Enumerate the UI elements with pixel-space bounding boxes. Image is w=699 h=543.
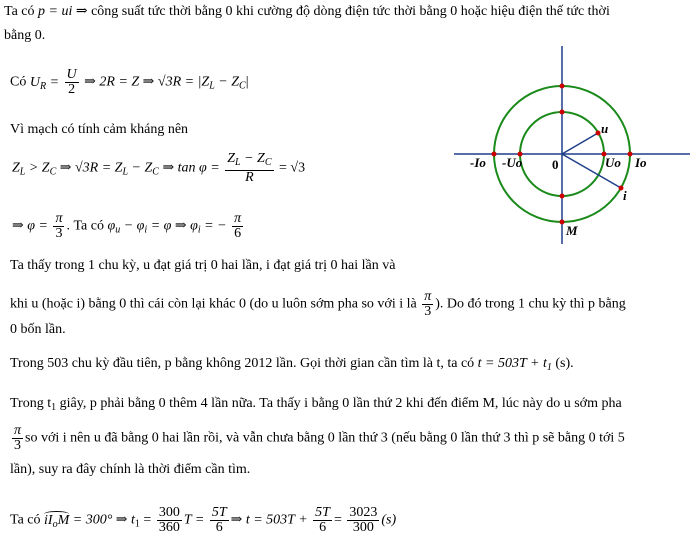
text: khi u (hoặc i) bằng 0 thì cái còn lại khác 0 (do u luôn sớm pha so với i là — [10, 296, 417, 312]
equation-final: Ta có $iI_oM = 300^\circ$ ⇒ $t_1$ = $\frac{300}{360}$ T = $\frac{5T}{6}$ ⇒ t = 503T + $\frac{5T}{6}$ = $\frac{3023}{300}$ (s) — [10, 505, 397, 535]
numerator: π — [234, 211, 242, 226]
label-zero: 0 — [552, 157, 559, 172]
numerator: π — [14, 423, 22, 438]
formula: T = — [183, 512, 205, 528]
denominator: 6 — [232, 226, 243, 241]
formula: ⇒ 2R = Z ⇒ √3R = |Z — [84, 74, 210, 90]
label-uo-pos: Uo — [605, 155, 621, 170]
text: giây, p phải bằng 0 thêm 4 lần nữa. Ta thấy i bằng 0 lần thứ 2 khi đến điểm M, lúc này do u sớm pha — [56, 396, 622, 411]
numerator: 3023 — [349, 505, 378, 520]
text: . Ta có — [66, 218, 108, 234]
fraction-5t-6 — [313, 506, 332, 535]
fraction-5t-6 — [210, 506, 229, 535]
numerator: π — [55, 211, 63, 226]
dot — [560, 220, 565, 225]
text: (s). — [551, 356, 574, 371]
label-io-pos: Io — [635, 155, 647, 170]
denominator: 6 — [313, 520, 332, 535]
denominator: 6 — [210, 520, 229, 535]
numerator: U — [66, 67, 77, 82]
formula: Z — [12, 160, 20, 176]
formula: t = 503T + t — [477, 356, 547, 371]
fraction-pi-3 — [422, 290, 433, 319]
dot — [560, 110, 565, 115]
para-t1: Trong $t_1$ giây, p phải bằng 0 thêm 4 lần nữa. Ta thấy i bằng 0 lần thứ 2 khi đến điểm M, lúc này do u sớm pha — [10, 396, 622, 413]
equation-ur: Có $U_R$ = $\frac{U}{2}$ ⇒ 2R = Z ⇒ $√3R = |Z_L - Z_C|$ — [10, 67, 249, 97]
denominator: 300 — [347, 520, 379, 535]
phasor-diagram — [452, 44, 692, 244]
text: ). Do đó trong 1 chu kỳ thì p bằng — [435, 296, 626, 312]
formula: > Z — [25, 160, 50, 176]
label-uo-neg: -Uo — [502, 155, 523, 170]
equation-tan: $Z_L > Z_C$ ⇒ $√3R = Z_L - Z_C$ ⇒ tan φ = $\frac{Z_L - Z_C}{R}$ = √3 — [12, 151, 306, 185]
text: Có — [10, 74, 30, 90]
para-cycle: Ta thấy trong 1 chu kỳ, u đạt giá trị 0 hai lần, i đạt giá trị 0 hai lần và — [10, 258, 396, 273]
denominator: 360 — [158, 520, 180, 535]
text: Ta có — [4, 4, 39, 19]
dot — [492, 152, 497, 157]
formula: ⇒ φ = — [12, 218, 48, 234]
label-m: M — [566, 223, 578, 238]
formula: = − — [200, 218, 227, 234]
dot-u — [596, 131, 601, 136]
formula: (s) — [381, 512, 397, 528]
arc-io-m: $iI_oM$ — [44, 513, 69, 533]
fraction-300-360 — [157, 506, 182, 535]
para-t1-3: lần), suy ra đây chính là thời điểm cần tìm. — [10, 462, 251, 477]
formula: − Z — [128, 160, 153, 176]
formula: p = ui ⇒ — [38, 4, 88, 19]
para-power-cont: bằng 0. — [4, 28, 46, 43]
formula: ⇒ tan φ = — [158, 160, 220, 176]
denominator: 2 — [65, 82, 79, 97]
fraction-pi-6 — [232, 212, 243, 241]
formula: ⇒ t = 503T + — [230, 512, 308, 528]
denominator: 3 — [422, 304, 433, 319]
formula: = φ ⇒ φ — [147, 218, 198, 234]
fraction-3023-300 — [347, 506, 379, 535]
fraction-pi-3 — [12, 424, 23, 453]
formula: = 300° ⇒ t — [69, 512, 135, 528]
para-inductive: Vì mạch có tính cảm kháng nên — [10, 122, 189, 137]
text: so với i nên u đã bằng 0 hai lần rồi, và vẫn chưa bằng 0 lần thứ 3 (nếu bằng 0 lần thứ 3 thì p sẽ bằng 0 tới 5 — [25, 430, 625, 446]
u-vector — [562, 133, 598, 154]
numerator: π — [424, 289, 432, 304]
dot — [560, 84, 565, 89]
formula: φ — [107, 218, 116, 234]
para-power — [4, 4, 610, 20]
ur-symbol: $U_R$ = — [29, 74, 60, 92]
dot — [628, 152, 633, 157]
text: Ta có — [10, 512, 45, 528]
para-cycle-2 — [10, 290, 626, 319]
numerator: 5T — [315, 505, 330, 520]
fraction-pi-3 — [53, 212, 64, 241]
label-u: u — [601, 121, 609, 136]
fraction-tan — [225, 152, 273, 185]
numerator: 5T — [211, 505, 227, 520]
formula: − Z — [214, 74, 240, 90]
formula: | — [245, 74, 249, 90]
numerator: 300 — [158, 505, 180, 520]
label-i: i — [623, 188, 627, 203]
fraction-u-2 — [65, 68, 79, 97]
formula: ⇒ √3R = Z — [56, 160, 123, 176]
para-t1-2 — [10, 424, 625, 453]
dot — [560, 194, 565, 199]
formula: − φ — [120, 218, 145, 234]
label-io-neg: -Io — [470, 155, 486, 170]
text: Trong 503 chu kỳ đầu tiên, p bằng không 2012 lần. Gọi thời gian cần tìm là t, ta có — [10, 356, 478, 371]
text: Trong t — [10, 396, 52, 411]
numerator: $Z_L - Z_C$ — [227, 151, 272, 168]
para-cycle-3: 0 bốn lần. — [10, 322, 66, 337]
denominator: 3 — [53, 226, 64, 241]
denominator: 3 — [12, 438, 23, 453]
denominator: R — [225, 170, 273, 185]
equation-phi: ⇒ φ = $\frac{\pi}{3}$ . Ta có $\varphi_u - \varphi_i = \varphi$ ⇒ $\varphi_i$ = − $\frac{\pi}{6}$ — [12, 211, 242, 241]
para-503: Trong 503 chu kỳ đầu tiên, p bằng không 2012 lần. Gọi thời gian cần tìm là t, ta có $t = 503T + t_1$ (s). — [10, 356, 574, 373]
text: công suất tức thời bằng 0 khi cường độ dòng điện tức thời bằng 0 hoặc hiệu điện thế tức thời — [87, 4, 610, 19]
formula: = √3 — [279, 160, 306, 176]
